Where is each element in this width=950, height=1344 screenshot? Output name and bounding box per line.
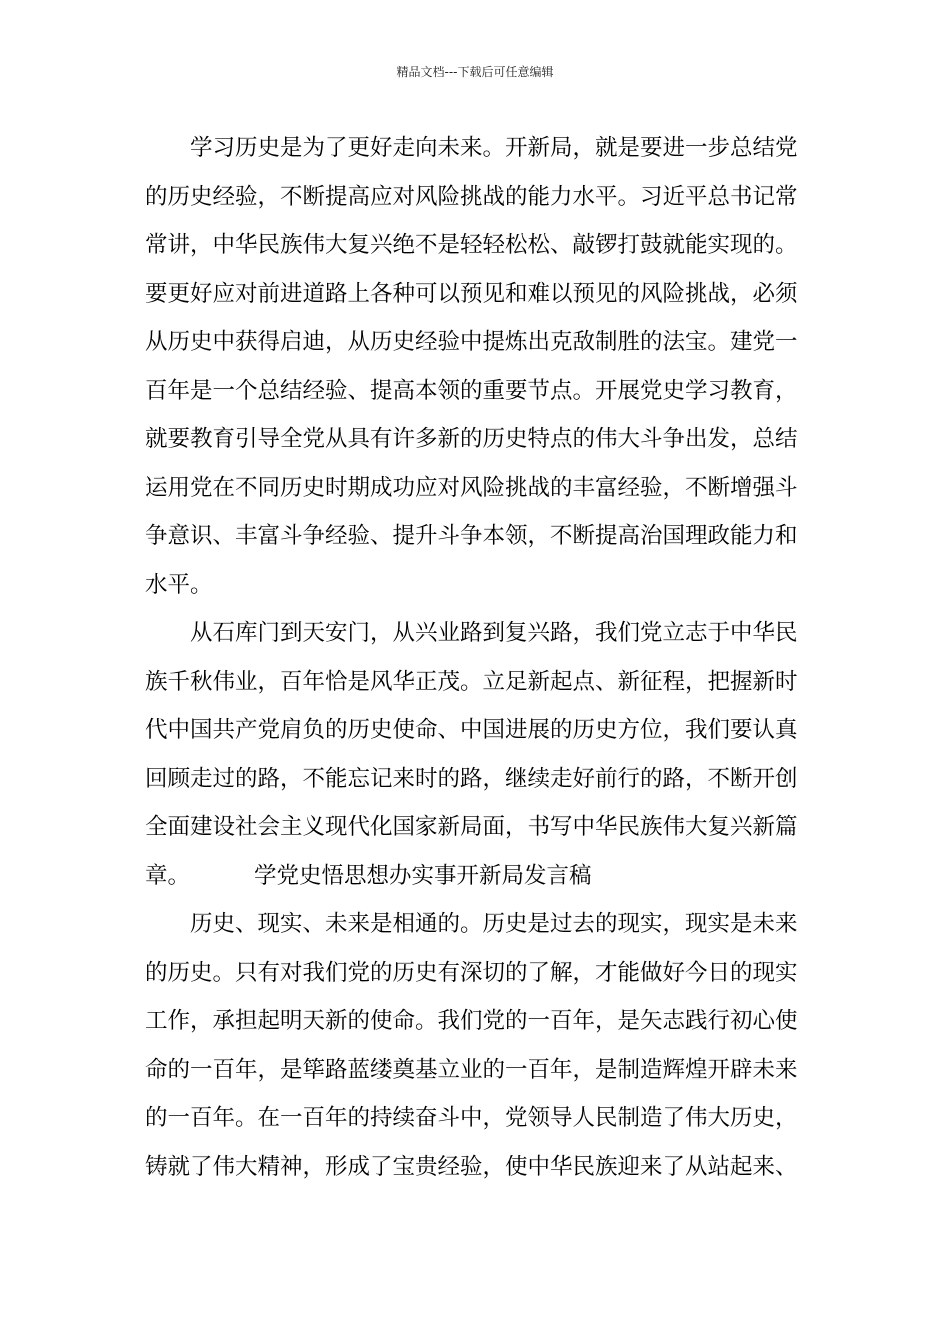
text-line: 历史、现实、未来是相通的。历史是过去的现实，现实是未来 (190, 911, 798, 937)
text-line-with-title (145, 852, 805, 901)
text-line: 铸就了伟大精神，形成了宝贵经验，使中华民族迎来了从站起来、 (145, 1153, 798, 1180)
text-line: 水平。 (145, 571, 213, 598)
text-line: 从历史中获得启迪，从历史经验中提炼出克敌制胜的法宝。建党一 (145, 329, 798, 355)
text-line: 争意识、丰富斗争经验、提升斗争本领，不断提高治国理政能力和 (145, 523, 798, 549)
text-line: 的历史经验，不断提高应对风险挑战的能力水平。习近平总书记常 (145, 183, 798, 210)
page-header: 精品文档---下载后可任意编辑 (396, 65, 554, 79)
text-line: 要更好应对前进道路上各种可以预见和难以预见的风险挑战，必须 (145, 280, 798, 307)
paragraph-2 (145, 609, 805, 900)
text-line: 的历史。只有对我们党的历史有深切的了解，才能做好今日的现实 (145, 959, 798, 986)
text-line: 常讲，中华民族伟大复兴绝不是轻轻松松、敲锣打鼓就能实现的。 (145, 232, 798, 258)
text-line: 从石库门到天安门，从兴业路到复兴路，我们党立志于中华民 (190, 620, 798, 646)
text-line: 学习历史是为了更好走向未来。开新局，就是要进一步总结党 (190, 135, 798, 161)
text-line: 百年是一个总结经验、提高本领的重要节点。开展党史学习教育， (145, 377, 798, 404)
text-line: 工作，承担起明天新的使命。我们党的一百年，是矢志践行初心使 (145, 1008, 798, 1034)
text-line: 的一百年。在一百年的持续奋斗中，党领导人民制造了伟大历史， (145, 1105, 798, 1131)
text-fragment: 章。 (145, 862, 191, 889)
paragraph-3 (145, 900, 805, 1191)
paragraph-1 (145, 124, 805, 609)
document-body (145, 124, 805, 1191)
text-line: 代中国共产党肩负的历史使命、中国进展的历史方位，我们要认真 (145, 717, 798, 743)
text-line: 回顾走过的路，不能忘记来时的路，继续走好前行的路，不断开创 (145, 765, 798, 792)
section-title: 学党史悟思想办实事开新局发言稿 (254, 862, 592, 889)
text-line: 运用党在不同历史时期成功应对风险挑战的丰富经验，不断增强斗 (145, 474, 798, 501)
text-line: 就要教育引导全党从具有许多新的历史特点的伟大斗争出发，总结 (145, 426, 798, 452)
text-line: 命的一百年，是筚路蓝缕奠基立业的一百年，是制造辉煌开辟未来 (145, 1056, 798, 1083)
text-line: 全面建设社会主义现代化国家新局面，书写中华民族伟大复兴新篇 (145, 814, 798, 840)
text-line: 族千秋伟业，百年恰是风华正茂。立足新起点、新征程，把握新时 (145, 668, 798, 695)
